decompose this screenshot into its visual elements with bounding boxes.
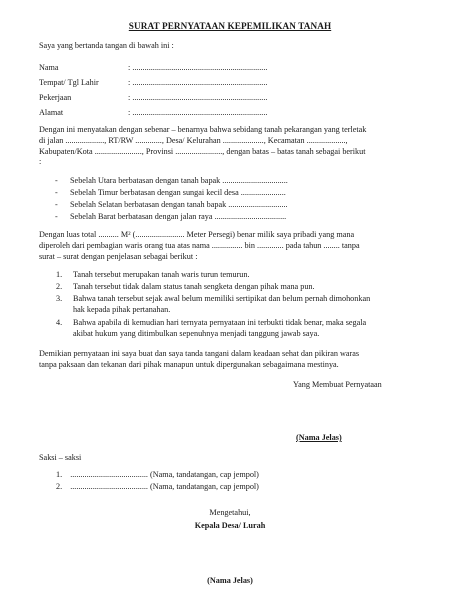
area-line: surat – surat dengan penjelasan sebagai berikut : <box>39 252 198 261</box>
area-line: diperoleh dari pembagian waris orang tua atas nama ............... bin ............. pada tahun ........ tanpa <box>39 241 360 250</box>
field-label: Tempat/ Tgl Lahir <box>39 78 99 87</box>
bullet-dash: - <box>55 212 58 221</box>
field-nama <box>39 63 424 74</box>
point-number: 3. <box>56 294 63 303</box>
statement-line: Dengan ini menyatakan dengan sebenar – benarnya bahwa sebidang tanah pekarangan yang terletak <box>39 125 367 134</box>
witness-number: 2. <box>56 482 63 491</box>
field-label: Nama <box>39 63 59 72</box>
point-number: 4. <box>56 318 63 327</box>
document-title: SURAT PERNYATAAN KEPEMILIKAN TANAH <box>128 21 332 31</box>
witness-item <box>56 470 259 481</box>
statement-line: Kabupaten/Kota ......................., Provinsi ......................., dengan batas – batas tanah sebagai berikut <box>39 147 366 156</box>
point-text: Bahwa tanah tersebut sejak awal belum memiliki sertipikat dan belum pernah dimohonkan <box>73 294 371 303</box>
maker-label: Yang Membuat Pernyataan <box>293 380 382 389</box>
field-value: : .................................................................. <box>128 63 268 72</box>
field-tempat-tgl-lahir <box>39 78 424 89</box>
field-value: : .................................................................. <box>128 78 268 87</box>
point-text: Tanah tersebut tidak dalam status tanah sengketa dengan pihak mana pun. <box>73 282 315 291</box>
witness-label: Saksi – saksi <box>39 453 82 462</box>
official-name: (Nama Jelas) <box>207 576 253 585</box>
witness-item <box>56 482 259 493</box>
field-value: : .................................................................. <box>128 93 268 102</box>
closing-line: tanpa paksaan dan tekanan dari pihak manapun untuk dipergunakan sebagaimana mestinya. <box>39 360 339 369</box>
point-text: Tanah tersebut merupakan tanah waris turun temurun. <box>73 270 250 279</box>
point-number: 2. <box>56 282 63 291</box>
field-pekerjaan <box>39 93 424 104</box>
statement-line: di jalan ..................., RT/RW ............., Desa/ Kelurahan ...................., Kecamatan ..................., <box>39 136 348 145</box>
area-line: Dengan luas total .......... M² (........................ Meter Persegi) benar milik saya pribadi yang mana <box>39 230 355 239</box>
field-label: Alamat <box>39 108 64 117</box>
bullet-dash: - <box>55 188 58 197</box>
intro-text: Saya yang bertanda tangan di bawah ini : <box>39 41 174 50</box>
border-text: Sebelah Barat berbatasan dengan jalan raya ................................... <box>70 212 287 221</box>
border-text: Sebelah Utara berbatasan dengan tanah bapak ................................ <box>70 176 288 185</box>
point-number: 1. <box>56 270 63 279</box>
point-text: Bahwa apabila di kemudian hari ternyata pernyataan ini terbukti tidak benar, maka segala <box>73 318 367 327</box>
closing-line: Demikian pernyataan ini saya buat dan saya tanda tangani dalam keadaan sehat dan pikiran waras <box>39 349 360 358</box>
point-text: akibat hukum yang ditimbulkan sepenuhnya menjadi tanggung jawab saya. <box>73 329 320 338</box>
witness-text: ...................................... (Nama, tandatangan, cap jempol) <box>70 470 259 479</box>
border-text: Sebelah Timur berbatasan dengan sungai kecil desa ...................... <box>70 188 286 197</box>
bullet-dash: - <box>55 200 58 209</box>
border-text: Sebelah Selatan berbatasan dengan tanah bapak ............................. <box>70 200 288 209</box>
field-alamat <box>39 108 424 119</box>
maker-name: (Nama Jelas) <box>296 433 342 442</box>
statement-line: : <box>39 157 42 166</box>
bullet-dash: - <box>55 176 58 185</box>
witness-number: 1. <box>56 470 63 479</box>
official-title: Kepala Desa/ Lurah <box>194 521 266 530</box>
point-text: hak kepada pihak pertanahan. <box>73 305 171 314</box>
acknowledged-label: Mengetahui, <box>209 508 251 517</box>
field-value: : .................................................................. <box>128 108 268 117</box>
field-label: Pekerjaan <box>39 93 72 102</box>
witness-text: ...................................... (Nama, tandatangan, cap jempol) <box>70 482 259 491</box>
